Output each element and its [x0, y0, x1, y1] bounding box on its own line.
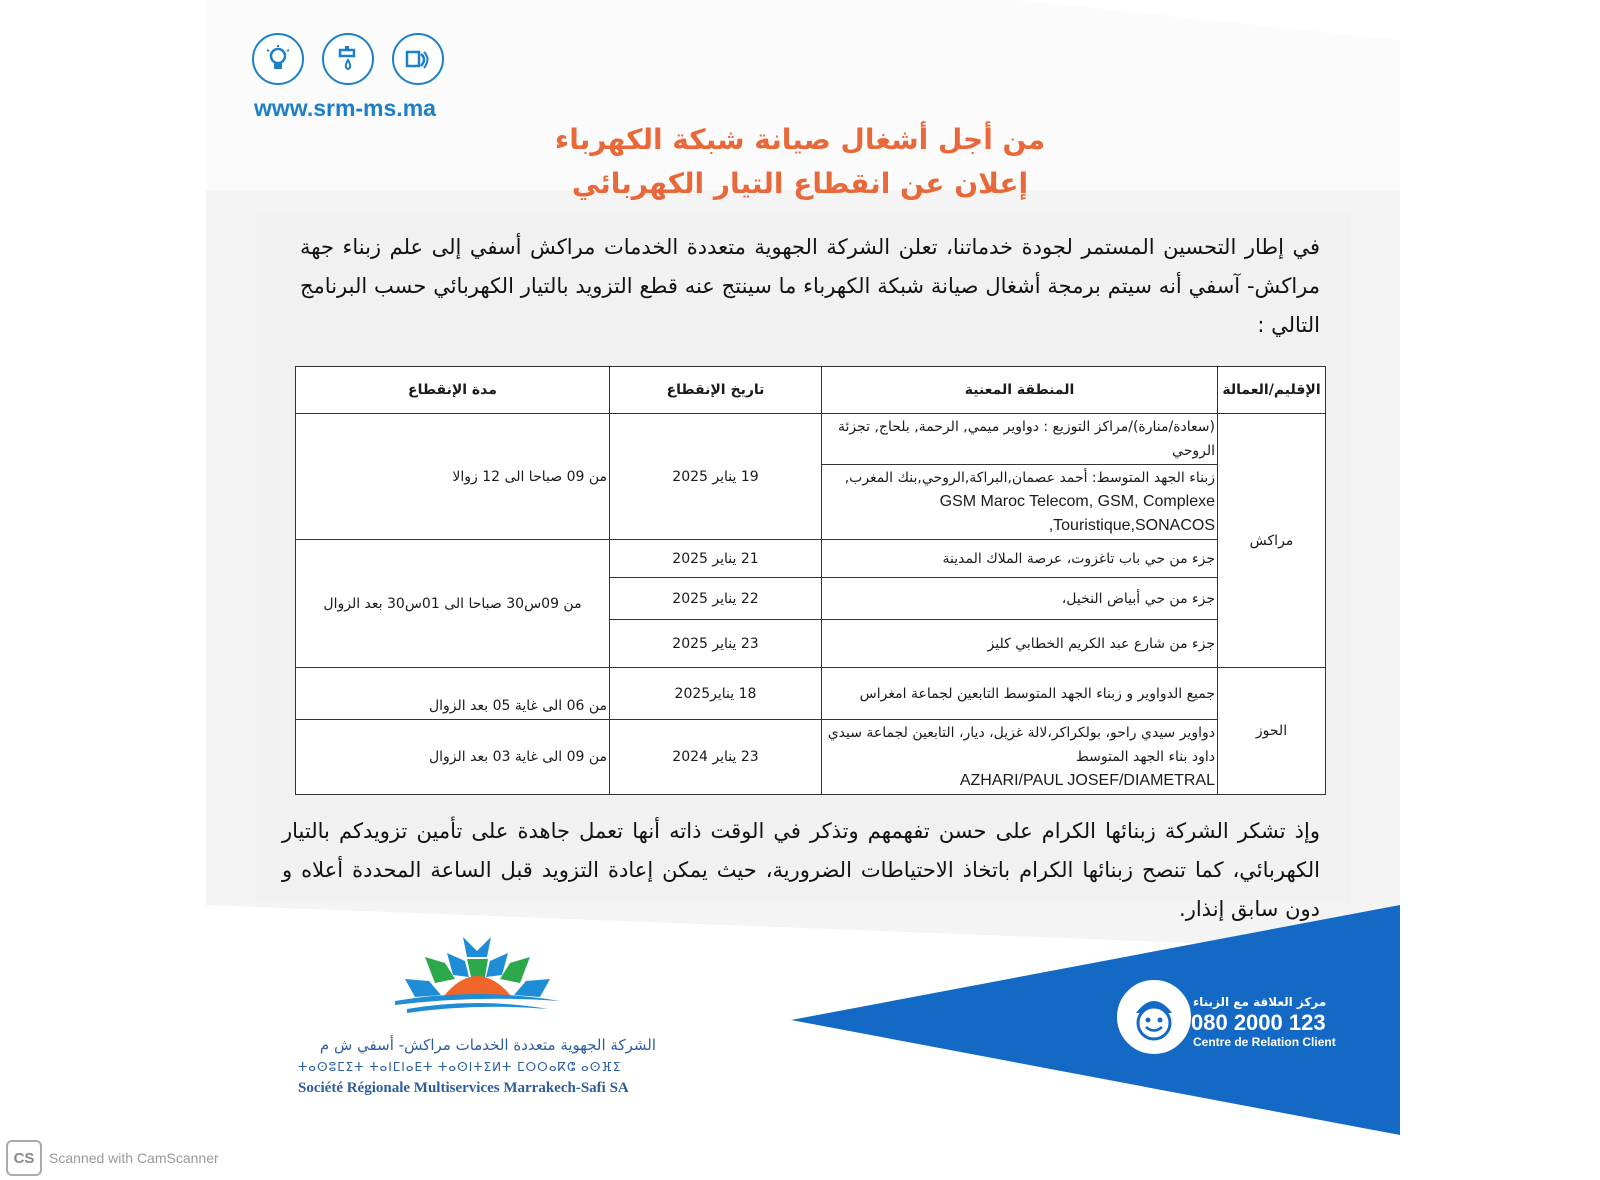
- zone-cell: جزء من حي باب تاغزوت، عرصة الملاك المدينة: [822, 540, 1218, 578]
- header-date: تاريخ الإنقطاع: [610, 367, 822, 414]
- closing-paragraph: وإذ تشكر الشركة زبنائها الكرام على حسن تفهمهم وتذكر في الوقت ذاته أنها تعمل جاهدة على تأمين تزويدكم بالتيار الكهربائي، كما تنصح زبنائها الكرام باتخاذ الاحتياطات الضرورية، حيث يمكن إعادة التزويد قبل الساعة المحددة أعلاه و دون سابق إنذار.: [282, 819, 1320, 921]
- company-name-fr: Société Régionale Multiservices Marrakech-Safi SA: [298, 1080, 629, 1096]
- title-line-2: إعلان عن انقطاع التيار الكهربائي: [571, 167, 1029, 200]
- table-row: [296, 414, 1326, 465]
- header-corner: [1020, 0, 1400, 40]
- table-header-row: [296, 367, 1326, 414]
- table-row: [296, 540, 1326, 578]
- duration-cell: من 09 الى غاية 03 بعد الزوال: [296, 720, 610, 795]
- outage-schedule-table: [295, 366, 1326, 795]
- header-zone: المنطقة المعنية: [822, 367, 1218, 414]
- announcement-title: [300, 118, 1300, 206]
- table-row: [296, 720, 1326, 795]
- zone-cell: جزء من حي أبياض النخيل،: [822, 578, 1218, 620]
- province-cell: مراكش: [1218, 414, 1326, 668]
- header-province: الإقليم/العمالة: [1218, 367, 1326, 414]
- camscanner-logo: CS: [6, 1140, 42, 1176]
- mascot-icon: [1117, 980, 1191, 1054]
- zone-text-latin: GSM Maroc Telecom, GSM, Complexe Touristique,SONACOS,: [939, 493, 1215, 534]
- contact-center-label-fr: Centre de Relation Client: [1193, 1035, 1336, 1049]
- zone-text-latin: AZHARI/PAUL JOSEF/DIAMETRAL: [959, 772, 1215, 789]
- date-cell: 21 يناير 2025: [610, 540, 822, 578]
- duration-cell: من 06 الى غاية 05 بعد الزوال: [296, 668, 610, 720]
- scan-watermark: Scanned with CamScanner: [49, 1150, 219, 1166]
- date-cell: 23 يناير 2024: [610, 720, 822, 795]
- zone-text-ar: دواوير سيدي راحو، بولكراكر،لالة غزيل، ديار، التابعين لجماعة سيدي داود بناء الجهد المتوسط: [827, 725, 1215, 765]
- company-name-tifinagh: ⵜⴰⵙⵓⵎⵉⵜ ⵜⴰⵏⵎⵏⴰⴹⵜ ⵜⴰⵙⵏⵜⵉⵍⵜ ⵎⵔⵔⴰⴽⵛ ⴰⵙⴼⵉ: [298, 1060, 622, 1074]
- table-row: [296, 668, 1326, 720]
- zone-cell: جزء من شارع عبد الكريم الخطابي كليز: [822, 620, 1218, 668]
- zone-cell: (سعادة/منارة)/مراكز التوزيع : دواوير ميمي, الرحمة, بلحاج, تجزئة الروحي: [822, 414, 1218, 465]
- company-logo: [385, 935, 570, 1025]
- header-duration: مدة الإنقطاع: [296, 367, 610, 414]
- date-cell: 23 يناير 2025: [610, 620, 822, 668]
- duration-cell: من 09س30 صباحا الى 01س30 بعد الزوال: [296, 540, 610, 668]
- zone-text-ar: زبناء الجهد المتوسط: أحمد عصمان,البراكة,الروحي,بنك المغرب,: [844, 470, 1215, 486]
- company-name-ar: الشركة الجهوية متعددة الخدمات مراكش- أسفي ش م: [319, 1036, 656, 1054]
- service-icons: [252, 33, 444, 85]
- date-cell: 22 يناير 2025: [610, 578, 822, 620]
- zone-cell: [822, 720, 1218, 795]
- date-cell: 19 يناير 2025: [610, 414, 822, 540]
- sanitation-icon: [392, 33, 444, 85]
- contact-center-number[interactable]: 080 2000 123: [1191, 1010, 1326, 1035]
- lightbulb-icon: [252, 33, 304, 85]
- intro-paragraph: في إطار التحسين المستمر لجودة خدماتنا، تعلن الشركة الجهوية متعددة الخدمات مراكش أسفي إلى علم زبناء جهة مراكش- آسفي أنه سيتم برمجة أشغال صيانة شبكة الكهرباء ما سينتج عنه قطع التزويد بالتيار الكهربائي حسب البرنامج التالي :: [300, 235, 1320, 337]
- duration-cell: من 09 صباحا الى 12 زوالا: [296, 414, 610, 540]
- title-line-1: من أجل أشغال صيانة شبكة الكهرباء: [554, 123, 1046, 156]
- zone-cell: جميع الدواوير و زبناء الجهد المتوسط التابعين لجماعة امغراس: [822, 668, 1218, 720]
- contact-center-label-ar: مركز العلاقة مع الزبناء: [1193, 995, 1327, 1009]
- zone-cell: [822, 465, 1218, 540]
- province-cell: الحوز: [1218, 668, 1326, 795]
- water-tap-icon: [322, 33, 374, 85]
- date-cell: 18 يناير2025: [610, 668, 822, 720]
- website-link[interactable]: www.srm-ms.ma: [254, 95, 436, 121]
